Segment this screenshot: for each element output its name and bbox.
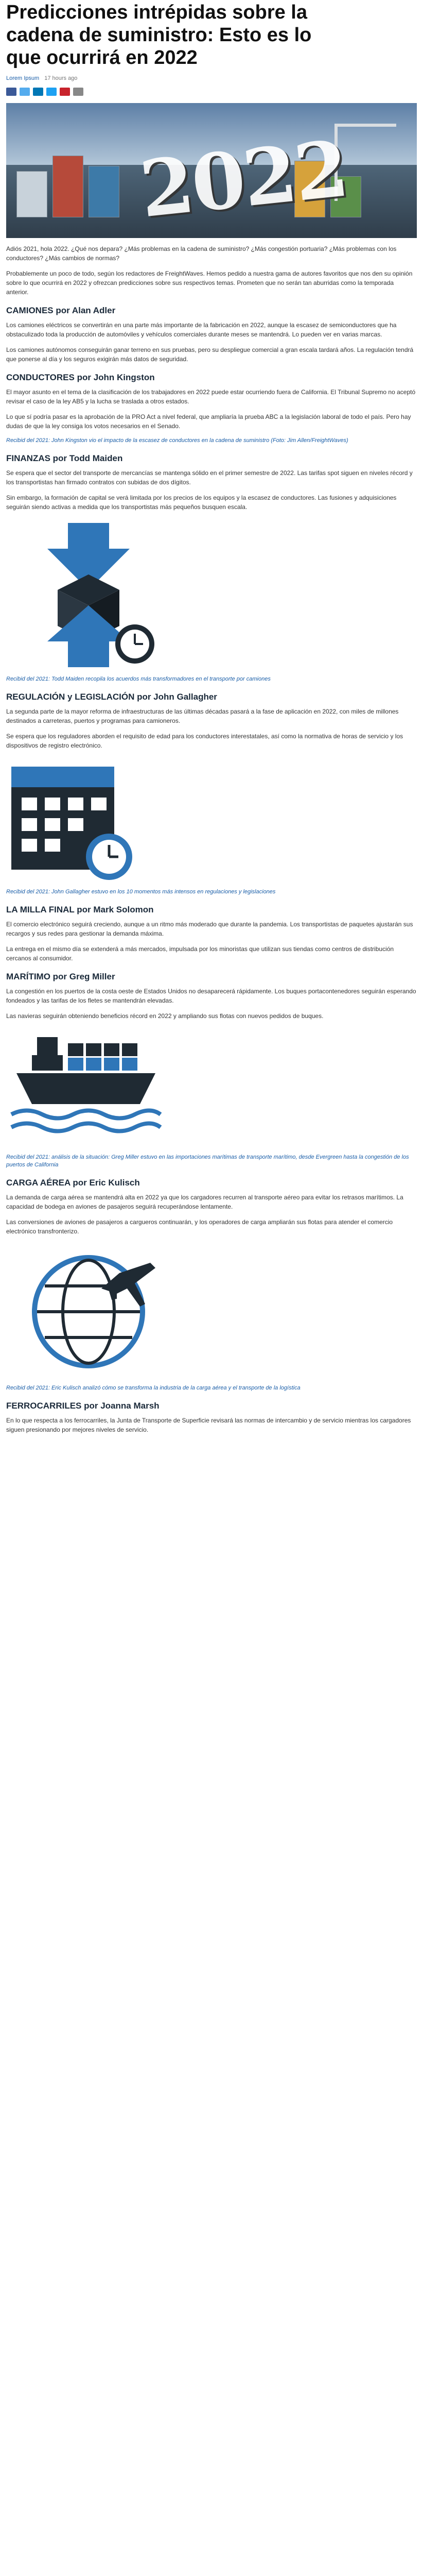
section-heading-maritime: MARÍTIMO por Greg Miller: [6, 972, 115, 981]
section-heading-drivers: CONDUCTORES por John Kingston: [6, 372, 155, 382]
section-paragraph: El mayor asunto en el tema de la clasificación de los trabajadores en 2022 puede estar ocurriendo fuera de California. El Tribunal Supremo no aceptó revisar el caso de la ley AB5 y la lucha se traslada a otros estados.: [6, 388, 416, 405]
section-paragraph: Los camiones autónomos conseguirán ganar terreno en sus pruebas, pero su despliegue comercial a gran escala tardará años. La regulación tendrá que ponerse al día y los seguros exigirán más datos de seguridad.: [6, 346, 414, 363]
section-heading-last-mile: LA MILLA FINAL por Mark Solomon: [6, 905, 154, 914]
article-body: [6, 1178, 417, 1236]
section-paragraph: Se espera que el sector del transporte de mercancías se mantenga sólido en el primer semestre de 2022. Las tarifas spot siguen en niveles récord y los transportistas han firmado contratos con subidas de dos dígitos.: [6, 469, 413, 486]
section-heading-regulation: REGULACIÓN y LEGISLACIÓN por John Gallagher: [6, 692, 217, 702]
plane-globe-illustration: [6, 1242, 417, 1381]
section-heading-trucks: CAMIONES por Alan Adler: [6, 306, 116, 315]
section-paragraph: La demanda de carga aérea se mantendrá alta en 2022 ya que los cargadores recurren al transporte aéreo para evitar los retrasos marítimos. La capacidad de bodega en aviones de pasajeros seguirá recuperándose lentamente.: [6, 1194, 403, 1210]
publish-date: 17 hours ago: [44, 75, 78, 81]
container-ship-illustration: [6, 1027, 417, 1150]
calendar-illustration: [6, 756, 417, 885]
facebook-share-icon[interactable]: [6, 88, 16, 96]
section-paragraph: Las conversiones de aviones de pasajeros a cargueros continuarán, y los operadores de carga ampliarán sus flotas para atender el comercio electrónico transfronterizo.: [6, 1218, 393, 1235]
section-heading-finance: FINANZAS por Todd Maiden: [6, 453, 123, 463]
article-body: [6, 244, 417, 512]
section-heading-railroads: FERROCARRILES por Joanna Marsh: [6, 1401, 160, 1411]
section-paragraph: Las navieras seguirán obteniendo beneficios récord en 2022 y ampliando sus flotas con nuevos pedidos de buques.: [6, 1012, 324, 1020]
share-bar: [6, 88, 417, 96]
section-paragraph: La segunda parte de la mayor reforma de infraestructuras de las últimas décadas pasará a la fase de aplicación en 2022, con miles de millones destinados a carreteras, puertos y programas para camioneros.: [6, 708, 399, 724]
article-body: [6, 905, 417, 1021]
article-body: [6, 692, 417, 750]
image-caption: Recibid del 2021: John Kingston vio el impacto de la escasez de conductores en la cadena de suministro (Foto: Jim Allen/FreightWaves): [6, 437, 348, 444]
image-caption: Recibid del 2021: Eric Kulisch analizó cómo se transforma la industria de la carga aérea y el transporte de la logística: [6, 1385, 301, 1391]
section-paragraph: Sin embargo, la formación de capital se verá limitada por los precios de los equipos y la escasez de conductores. Las fusiones y adquisiciones seguirán siendo activas a medida que los transportistas más pequeños busquen escala.: [6, 494, 397, 511]
intro-paragraph: Probablemente un poco de todo, según los redactores de FreightWaves. Hemos pedido a nuestra gama de autores favoritos que nos den su opinión sobre lo que ocurrirá en 2022 y ofrezcan predicciones sobre sus respectivos temas. Prometen que no serán tan aburridas como la temporada anterior.: [6, 270, 413, 296]
hero-image: [6, 103, 417, 238]
hero-year-text: 2022: [135, 123, 351, 235]
section-paragraph: Lo que sí podría pasar es la aprobación de la PRO Act a nivel federal, que ampliaría la prueba ABC a la legislación laboral de todo el país. Pero hay dudas de que la ley consiga los votos necesarios en el Senado.: [6, 413, 411, 430]
section-paragraph: La entrega en el mismo día se extenderá a más mercados, impulsada por los minoristas que utilizan sus tiendas como centros de distribución cercanos al consumidor.: [6, 945, 394, 962]
image-caption: Recibid del 2021: análisis de la situación: Greg Miller estuvo en las importaciones marítimas de transporte marítimo, desde Evergreen hasta la congestión de los puertos de California: [6, 1154, 409, 1168]
section-paragraph: En lo que respecta a los ferrocarriles, la Junta de Transporte de Superficie revisará las normas de intercambio y de servicio mientras los cargadores siguen presionando por mejores niveles de servicio.: [6, 1417, 411, 1433]
byline: [6, 75, 417, 81]
image-caption: Recibid del 2021: John Gallagher estuvo en los 10 momentos más intensos en regulaciones y legislaciones: [6, 889, 276, 895]
image-caption: Recibid del 2021: Todd Maiden recopila los acuerdos más transformadores en el transporte por camiones: [6, 676, 271, 682]
pinterest-share-icon[interactable]: [60, 88, 70, 96]
section-paragraph: Se espera que los reguladores aborden el requisito de edad para los conductores interestatales, así como la normativa de horas de servicio y los dispositivos de registro electrónico.: [6, 733, 403, 749]
reddit-share-icon[interactable]: [46, 88, 57, 96]
author-link[interactable]: Lorem Ipsum: [6, 75, 40, 81]
linkedin-share-icon[interactable]: [33, 88, 43, 96]
article-body: [6, 1401, 417, 1434]
section-paragraph: La congestión en los puertos de la costa oeste de Estados Unidos no desaparecerá rápidamente. Los buques portacontenedores seguirán esperando fondeados y las tarifas de los fletes se mantendrán elevadas.: [6, 988, 416, 1004]
intro-paragraph: Adiós 2021, hola 2022. ¿Qué nos depara? ¿Más problemas en la cadena de suministro? ¿Más congestión portuaria? ¿Más problemas con los conductores? ¿Más cambios de normas?: [6, 245, 397, 262]
article-title: Predicciones intrépidas sobre la cadena de suministro: Esto es lo que ocurrirá en 2022: [6, 2, 312, 69]
section-paragraph: El comercio electrónico seguirá creciendo, aunque a un ritmo más moderado que durante la pandemia. Los transportistas de paquetes ajustarán sus recargos y sus redes para gestionar la demanda máxima.: [6, 921, 413, 937]
twitter-share-icon[interactable]: [20, 88, 30, 96]
package-arrows-illustration: [6, 518, 417, 672]
section-paragraph: Los camiones eléctricos se convertirán en una parte más importante de la fabricación en 2022, aunque la escasez de semiconductores que ha obstaculizado toda la producción de automóviles y vehículos comerciales durante meses se mantendrá. Lo pueden ver en varias marcas.: [6, 321, 397, 338]
email-share-icon[interactable]: [73, 88, 83, 96]
section-heading-air-cargo: CARGA AÉREA por Eric Kulisch: [6, 1178, 140, 1188]
